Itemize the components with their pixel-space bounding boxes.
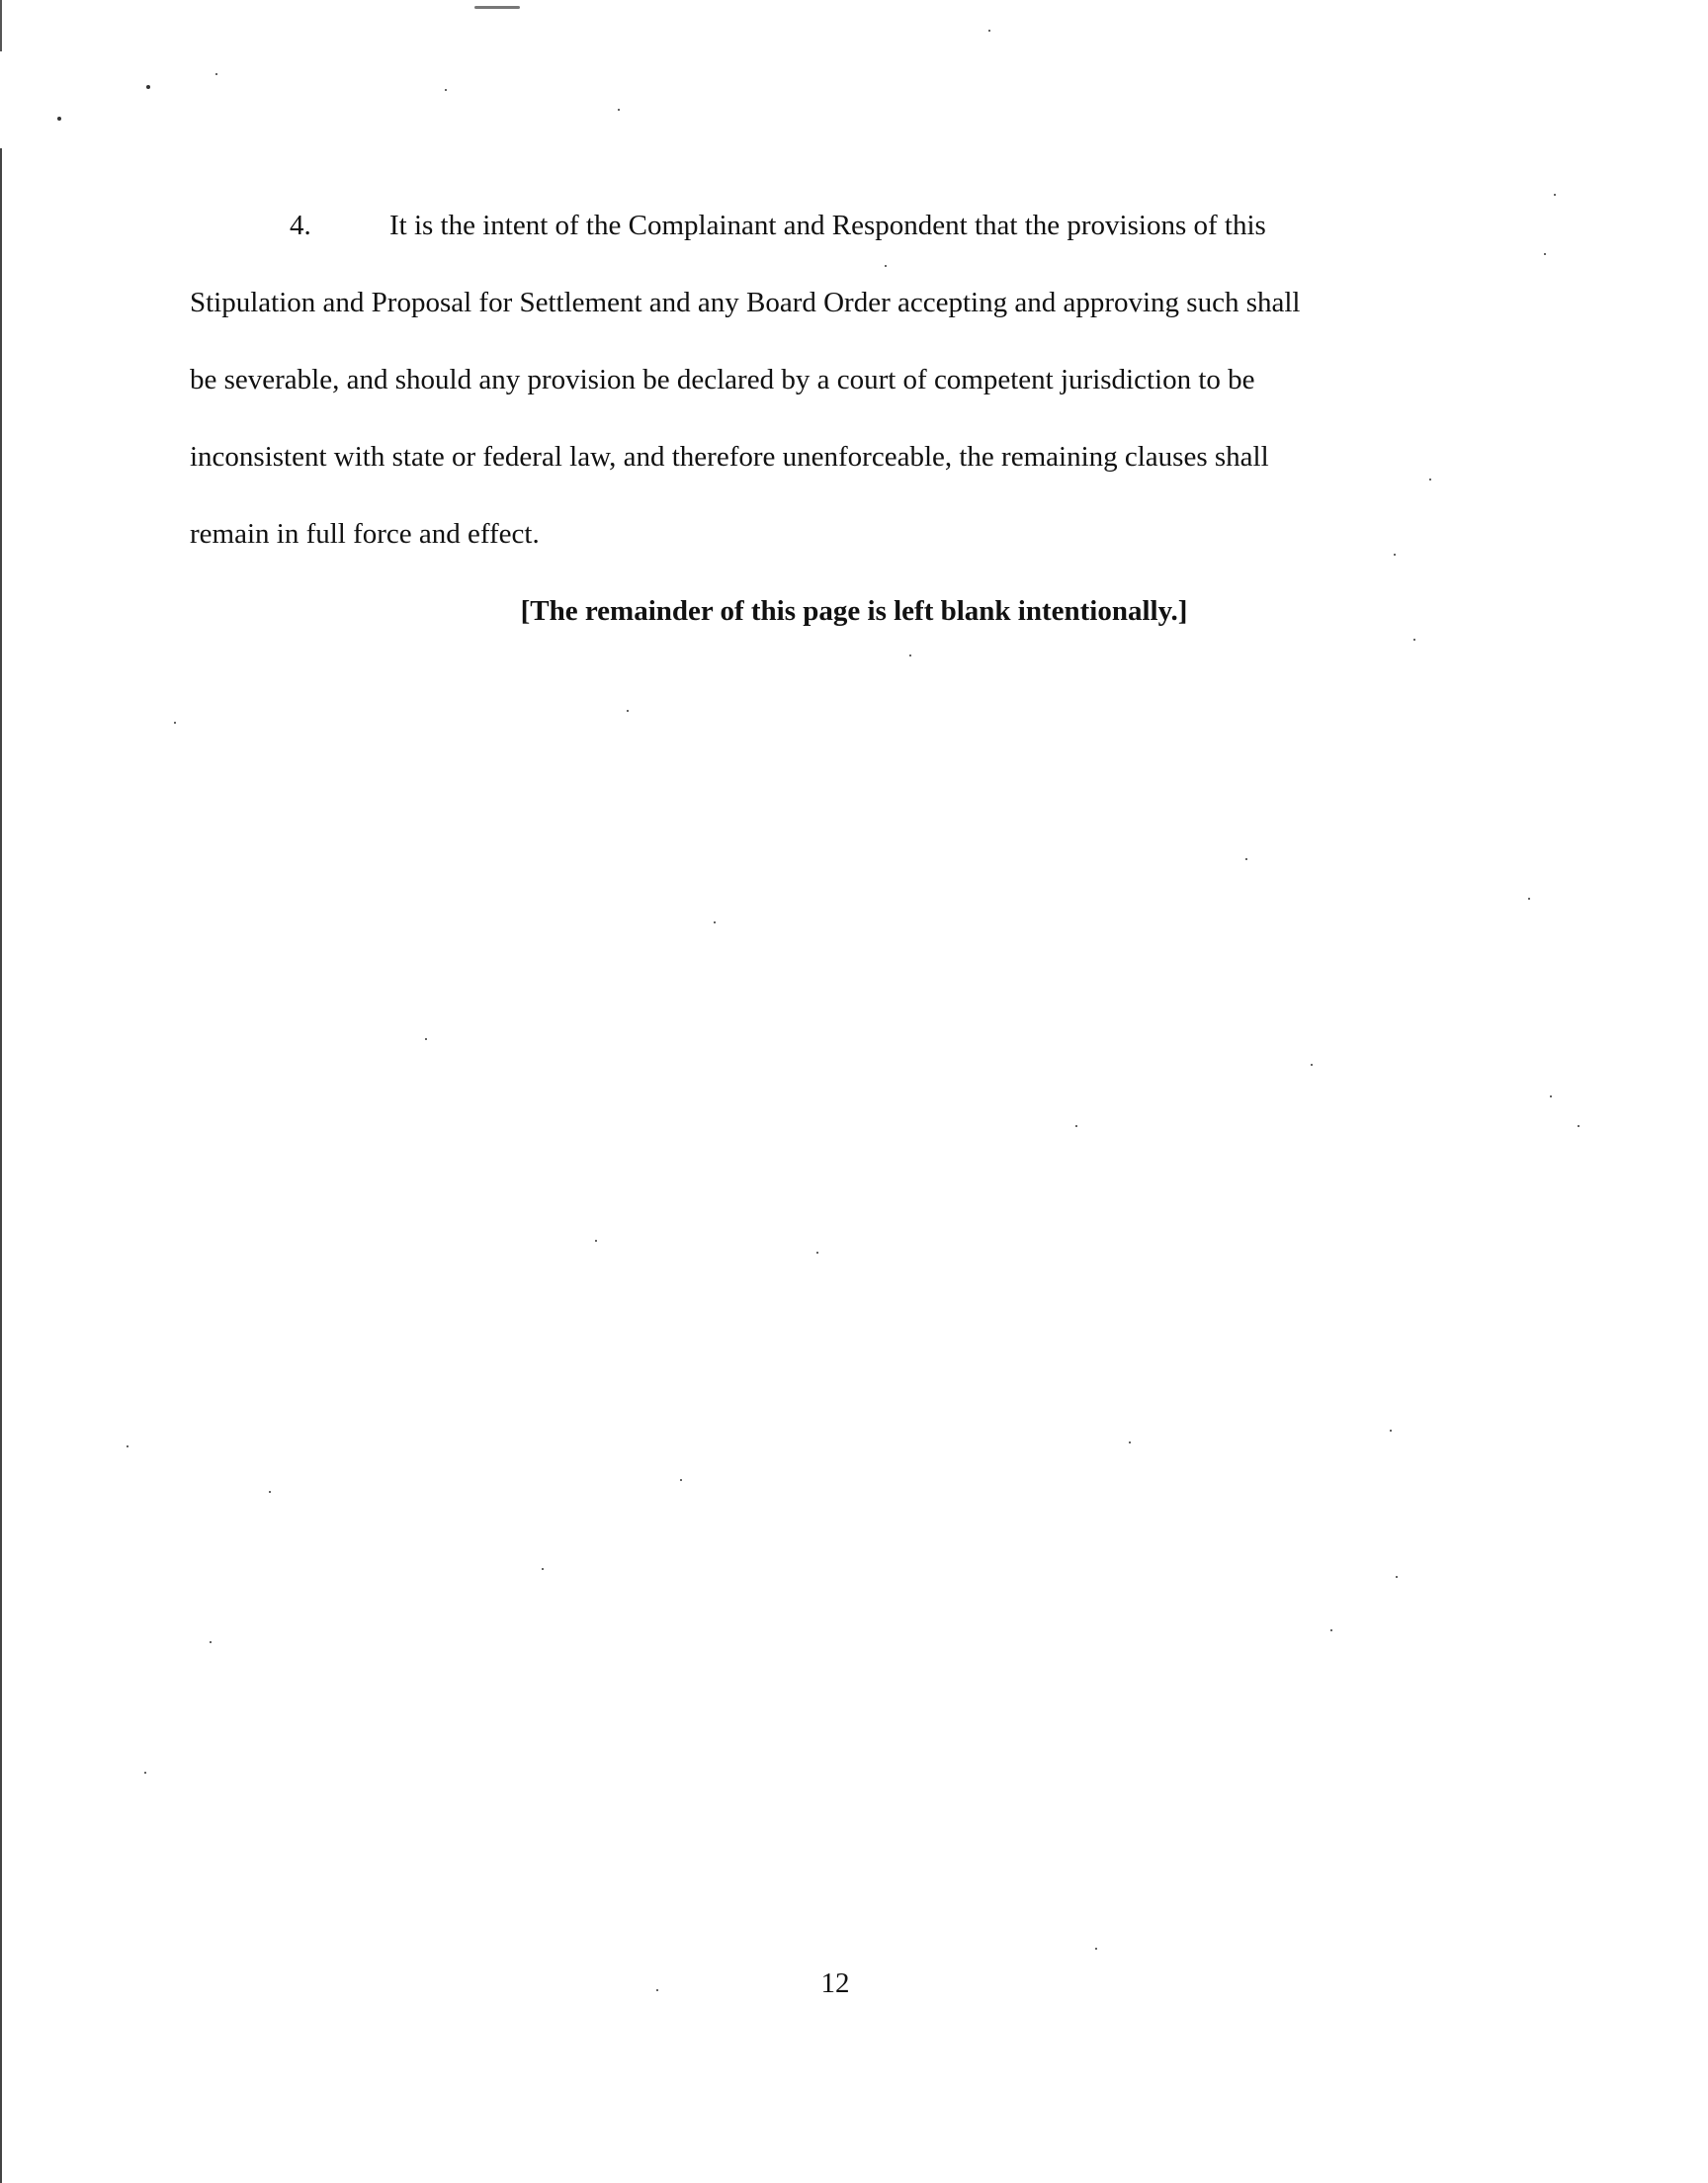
- scan-smudge: [474, 6, 520, 9]
- paragraph-line: Stipulation and Proposal for Settlement and any Board Order accepting and approving such shall: [190, 287, 1301, 318]
- paragraph-line: remain in full force and effect.: [190, 518, 540, 550]
- scan-speck: [1330, 1629, 1332, 1631]
- paragraph-line: be severable, and should any provision be declared by a court of competent jurisdiction to be: [190, 364, 1255, 395]
- scan-speck: [1528, 898, 1530, 900]
- scan-speck: [909, 655, 911, 656]
- scan-edge-line: [0, 0, 2, 51]
- paragraph-line: inconsistent with state or federal law, and therefore unenforceable, the remaining clauses shall: [190, 441, 1269, 473]
- blank-page-notice: [The remainder of this page is left blank intentionally.]: [520, 595, 1188, 627]
- scan-speck: [988, 30, 990, 32]
- scan-speck: [595, 1240, 597, 1242]
- scan-speck: [680, 1479, 682, 1481]
- scan-speck: [1554, 194, 1556, 196]
- scan-speck: [1311, 1064, 1313, 1066]
- scan-speck: [816, 1252, 818, 1254]
- scan-speck: [210, 1641, 212, 1643]
- scan-speck: [1578, 1125, 1580, 1127]
- scan-speck: [618, 109, 620, 111]
- scan-speck: [1394, 554, 1396, 556]
- scan-speck: [127, 1445, 128, 1447]
- scan-speck: [1413, 639, 1415, 641]
- scan-speck: [1550, 1095, 1552, 1097]
- scan-speck: [269, 1491, 271, 1493]
- scan-speck: [425, 1038, 427, 1040]
- scan-speck: [1245, 858, 1247, 860]
- scan-speck: [215, 73, 217, 75]
- scan-speck: [1429, 479, 1431, 480]
- scan-speck: [57, 117, 61, 121]
- scan-speck: [146, 85, 150, 89]
- scan-speck: [1544, 253, 1546, 255]
- scan-speck: [445, 89, 447, 91]
- paragraph-number: 4.: [290, 210, 311, 241]
- scan-speck: [885, 265, 887, 267]
- scan-speck: [1095, 1948, 1097, 1950]
- scan-speck: [1390, 1430, 1392, 1432]
- scan-speck: [1129, 1441, 1131, 1443]
- scan-speck: [144, 1772, 146, 1774]
- scan-speck: [1075, 1125, 1077, 1127]
- paragraph-line: It is the intent of the Complainant and Respondent that the provisions of this: [389, 210, 1266, 241]
- page-number: 12: [820, 1967, 850, 1999]
- scan-speck: [542, 1568, 544, 1570]
- scan-speck: [627, 710, 629, 712]
- scan-speck: [714, 921, 716, 923]
- scan-edge-line: [0, 148, 2, 2183]
- scan-speck: [174, 722, 176, 724]
- scan-speck: [1396, 1576, 1398, 1578]
